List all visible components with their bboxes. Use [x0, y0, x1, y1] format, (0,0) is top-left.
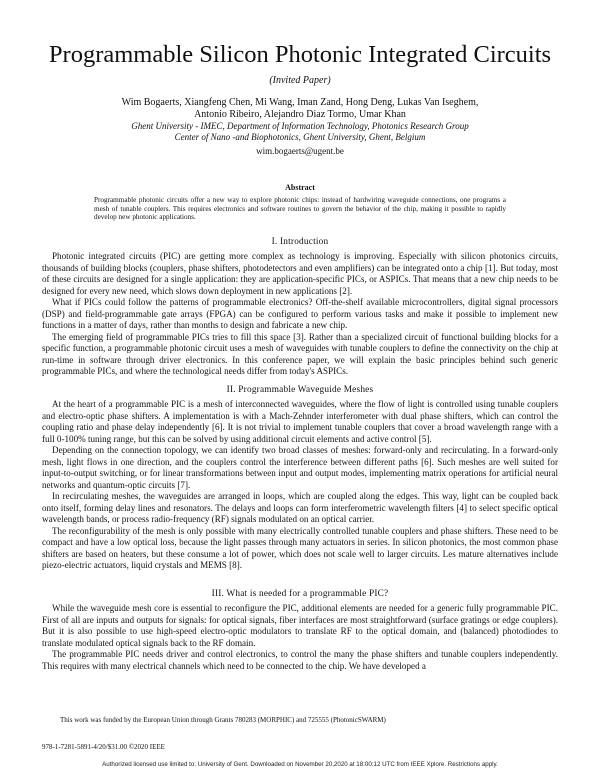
section-heading-meshes: II. Programmable Waveguide Meshes — [226, 385, 374, 395]
abstract-text: Programmable photonic circuits offer a new way to explore photonic chips: instead of hardwiring waveguide connections, one programs a mesh of tunable couplers. This requires electronics and software routines to govern the behavior of the chip, making it possible to rapidly develop new photonic applications. — [94, 196, 506, 222]
paragraph: While the waveguide mesh core is essential to reconfigure the PIC, additional elements are needed for a generic fully programmable PIC. First of all are inputs and outputs for signals: for optical signals, fiber interfaces are most straightforward (surface gratings or edge couplers). But it is also possible to use high-speed electro-optic modulators to translate RF to the optical domain, and (balanced) photodiodes to translate modulated optical signals back to the RF domain. — [42, 603, 558, 648]
section-body-meshes — [42, 399, 558, 572]
authors-line-2: Antonio Ribeiro, Alejandro Diaz Tormo, Umar Khan — [194, 108, 406, 120]
section-heading-requirements: III. What is needed for a programmable PIC? — [211, 589, 389, 599]
paragraph: What if PICs could follow the patterns of programmable electronics? Off-the-shelf available microcontrollers, digital signal processors (DSP) and field-programmable gate arrays (FPGA) can be configured to perform various tasks and make it possible to implement new functions in a matter of days, rather than months to design and fabricate a new chip. — [42, 297, 558, 330]
paragraph: The emerging field of programmable PICs tries to fill this space [3]. Rather than a specialized circuit of functional building blocks for a specific function, a programmable photonic circuit uses a mesh of waveguides with tunable couplers to define the connectivity on the chip at run-time in software through driver electronics. In this conference paper, we will explain the basic principles behind such generic programmable PICs, and where the technological needs differ from today's ASPICs. — [42, 331, 558, 376]
funding-footnote: This work was funded by the European Union through Grants 780283 (MORPHIC) and 725555 (PhotonicSWARM) — [60, 716, 386, 724]
paragraph: The reconfigurability of the mesh is only possible with many electrically controlled tunable couplers and phase shifters. These need to be compact and have a low optical loss, because the light passes through many actuators in series. In silicon photonics, the most common phase shifters are based on heaters, but these consume a lot of power, which does not scale well to larger circuits. Les mature alternatives include piezo-electric actuators, liquid crystals and MEMS [8]. — [42, 525, 558, 570]
paragraph: Photonic integrated circuits (PIC) are getting more complex as technology is improving. Especially with silicon photonics circuits, thousands of building blocks (couplers, phase shifters, photodetectors and even amplifiers) can be integrated onto a chip [1]. But today, most of these circuits are designed for a single application: they are application-specific PICs, or ASPICs. That means that a new chip needs to be designed for every new need, which slows down deployment in new applications [2]. — [42, 251, 558, 296]
license-notice: Authorized licensed use limited to: University of Gent. Downloaded on November 20,2020 at 18:00:12 UTC from IEEE Xplore. Restrictions apply. — [102, 761, 498, 768]
authors-line-1: Wim Bogaerts, Xiangfeng Chen, Mi Wang, Iman Zand, Hong Deng, Lukas Van Iseghem, — [121, 97, 479, 108]
section-body-introduction — [42, 251, 558, 378]
affiliation — [40, 121, 560, 143]
isbn-copyright: 978-1-7281-5891-4/20/$31.00 ©2020 IEEE — [42, 743, 165, 751]
paragraph: Depending on the connection topology, we can identify two broad classes of meshes: forward-only and recirculating. In a forward-only mesh, light flows in one direction, and the couplers control the interference between different paths [6]. Such meshes are well suited for input-to-output switching, or for linear transformations between input and output modes, implementing matrix operations for artificial neural networks and quantum-optic circuits [7]. — [42, 445, 558, 490]
affiliation-line-1: Ghent University - IMEC, Department of Information Technology, Photonics Research Group — [131, 121, 469, 131]
section-body-requirements — [42, 603, 558, 672]
author-email[interactable]: wim.bogaerts@ugent.be — [256, 146, 344, 156]
abstract-heading: Abstract — [285, 183, 315, 192]
section-heading-introduction: I. Introduction — [271, 237, 329, 247]
author-list — [40, 97, 560, 121]
affiliation-line-2: Center of Nano -and Biophotonics, Ghent University, Ghent, Belgium — [174, 132, 426, 142]
paper-title: Programmable Silicon Photonic Integrated Circuits — [48, 41, 552, 68]
paragraph: In recirculating meshes, the waveguides are arranged in loops, which are coupled along the edges. This way, light can be coupled back onto itself, forming delay lines and resonators. The delays and loops can form interferometric wavelength filters [4] to select specific optical wavelength bands, or process radio-frequency (RF) signals modulated on an optical carrier. — [42, 491, 558, 524]
paragraph: At the heart of a programmable PIC is a mesh of interconnected waveguides, where the flow of light is controlled using tunable couplers and electro-optic phase shifters. A implementation is with a Mach-Zehnder interferometer with dual phase shifters, which can control the coupling ratio and phase delay independently [6]. It is not trivial to implement tunable couplers that cover a broad wavelength range with a full 0-100% tuning range, but this can be solved by using additional circuit elements and active control [5]. — [42, 399, 558, 444]
paper-subtitle: (Invited Paper) — [269, 75, 331, 86]
paragraph: The programmable PIC needs driver and control electronics, to control the many the phase shifters and tunable couplers independently. This requires with many electrical channels which need to be connected to the chip. We have developed a — [42, 649, 558, 671]
